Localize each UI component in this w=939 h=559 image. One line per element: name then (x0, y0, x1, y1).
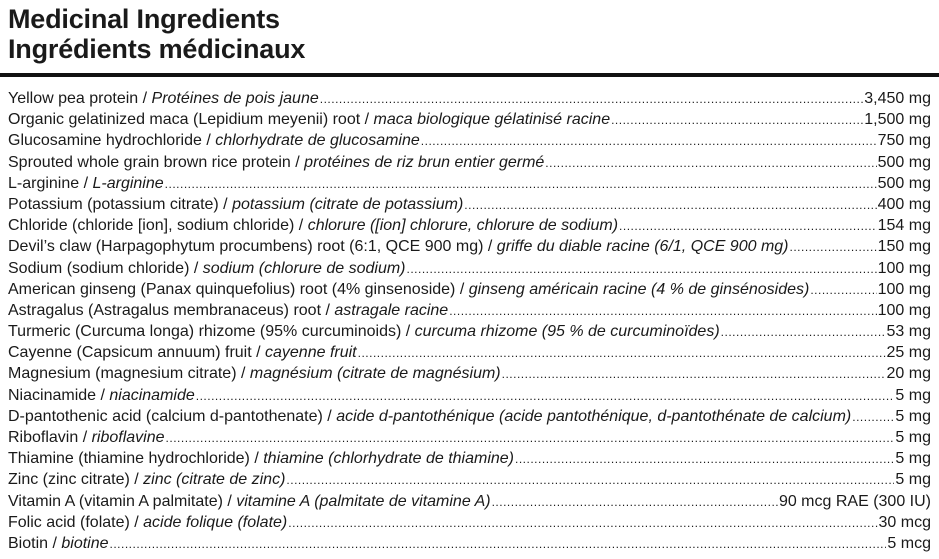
dot-leader (196, 385, 895, 407)
dot-leader (515, 448, 894, 470)
ingredient-name-english: Vitamin A (vitamin A palmitate) / (8, 492, 237, 510)
ingredient-name-french: griffe du diable racine (6/1, QCE 900 mg) (496, 238, 789, 256)
ingredient-name-english: Chloride (chloride [ion], sodium chloride) / (8, 217, 308, 235)
dot-leader (110, 533, 887, 555)
ingredient-row (8, 130, 931, 151)
ingredient-row (8, 321, 931, 342)
ingredient-amount: 20 mg (886, 365, 931, 383)
ingredient-name-french: protéines de riz brun entier germé (304, 153, 545, 171)
ingredient-row (8, 194, 931, 215)
dot-leader (611, 109, 863, 131)
ingredient-name-french: acide folique (folate) (143, 513, 288, 531)
ingredient-name-english: Sprouted whole grain brown rice protein / (8, 153, 305, 171)
ingredient-name (8, 512, 287, 533)
ingredient-amount: 5 mg (895, 429, 931, 446)
ingredient-amount: 100 mg (877, 259, 931, 277)
ingredient-name-english: Folic acid (folate) / (8, 513, 144, 531)
ingredient-name (8, 88, 319, 109)
ingredient-name-french: ginseng américain racine (4 % de ginsénosides) (468, 280, 810, 298)
ingredient-name (8, 279, 809, 300)
ingredient-name-english: Cayenne (Capsicum annuum) fruit / (8, 344, 265, 362)
ingredient-row (8, 152, 931, 173)
ingredient-name-english: Turmeric (Curcuma longa) rhizome (95% curcuminoids) / (8, 323, 415, 341)
ingredient-row (8, 279, 931, 300)
title-english: Medicinal Ingredients (8, 4, 280, 34)
ingredient-name-french: chlorhydrate de glucosamine (215, 132, 420, 150)
ingredient-name-french: potassium (citrate de potassium) (232, 195, 464, 213)
dot-leader (619, 215, 877, 237)
dot-leader (810, 279, 876, 301)
ingredient-name-english: Organic gelatinized maca (Lepidium meyenii) root / (8, 111, 374, 129)
dot-leader (166, 427, 895, 449)
ingredient-amount: 5 mg (895, 450, 931, 468)
ingredient-name-french: curcuma rhizome (95 % de curcuminoïdes) (414, 323, 720, 341)
ingredient-row (8, 173, 931, 194)
header-divider (0, 73, 939, 77)
ingredient-name-english: Thiamine (thiamine hydrochloride) / (8, 450, 264, 468)
ingredient-name-french: zinc (citrate de zinc) (143, 471, 286, 489)
ingredient-name (8, 173, 164, 194)
ingredient-name (8, 194, 463, 215)
ingredient-name-english: Astragalus (Astragalus membranaceus) root / (8, 301, 335, 319)
ingredient-row (8, 363, 931, 384)
ingredient-amount: 5 mg (895, 471, 931, 489)
ingredient-row (8, 88, 931, 109)
ingredient-name-english: Potassium (potassium citrate) / (8, 195, 233, 213)
ingredient-name-english: Sodium (sodium chloride) / (8, 259, 203, 277)
header (8, 4, 305, 64)
ingredient-name (8, 469, 285, 490)
ingredient-amount: 1,500 mg (864, 111, 931, 129)
ingredient-name-french: astragale racine (334, 301, 449, 319)
ingredient-row (8, 300, 931, 321)
ingredient-name (8, 533, 109, 554)
ingredient-name-french: niacinamide (109, 386, 195, 404)
dot-leader (358, 342, 886, 364)
dot-leader (502, 363, 886, 385)
ingredient-name (8, 491, 491, 512)
ingredient-name (8, 258, 406, 279)
ingredient-name-french: vitamine A (palmitate de vitamine A) (236, 492, 491, 510)
ingredient-row (8, 258, 931, 279)
ingredient-name-english: D-pantothenic acid (calcium d-pantothenate) / (8, 407, 337, 425)
ingredient-amount: 154 mg (877, 217, 931, 235)
ingredient-name-english: American ginseng (Panax quinquefolius) root (4% ginsenoside) / (8, 280, 469, 298)
dot-leader (286, 469, 894, 491)
ingredient-name (8, 427, 165, 448)
ingredient-name-french: maca biologique gélatinisé racine (373, 111, 611, 129)
ingredient-row (8, 533, 931, 554)
ingredient-name-french: riboflavine (91, 429, 165, 446)
ingredient-name (8, 109, 610, 130)
title-french: Ingrédients médicinaux (8, 34, 306, 64)
dot-leader (492, 491, 778, 513)
ingredient-name (8, 215, 618, 236)
ingredient-amount: 100 mg (877, 301, 931, 319)
dot-leader (288, 512, 877, 534)
dot-leader (464, 194, 876, 216)
ingredient-name (8, 236, 789, 257)
ingredient-name (8, 321, 720, 342)
ingredient-row (8, 448, 931, 469)
ingredient-name-french: acide d-pantothénique (acide pantothénique, d-pantothénate de calcium) (336, 407, 852, 425)
ingredient-name-english: Riboflavin / (8, 429, 92, 446)
ingredient-name-french: L-arginine (92, 174, 164, 192)
ingredient-amount: 500 mg (877, 153, 931, 171)
dot-leader (721, 321, 886, 343)
ingredient-amount: 3,450 mg (864, 90, 931, 107)
ingredient-amount: 25 mg (886, 344, 931, 362)
dot-leader (407, 258, 877, 280)
ingredient-name (8, 406, 851, 427)
dot-leader (852, 406, 894, 428)
ingredient-amount: 150 mg (877, 238, 931, 256)
dot-leader (545, 152, 876, 174)
ingredient-name-english: Yellow pea protein / (8, 90, 152, 107)
ingredient-name-french: chlorure ([ion] chlorure, chlorure de sodium) (307, 217, 619, 235)
dot-leader (449, 300, 876, 322)
ingredient-name-english: Niacinamide / (8, 386, 110, 404)
ingredient-amount: 5 mcg (887, 534, 931, 552)
ingredient-name-english: Biotin / (8, 534, 62, 552)
ingredient-name (8, 385, 195, 406)
ingredient-name-english: Magnesium (magnesium citrate) / (8, 365, 250, 383)
ingredient-name (8, 448, 514, 469)
ingredient-row (8, 406, 931, 427)
ingredient-row (8, 469, 931, 490)
ingredient-name (8, 152, 544, 173)
ingredient-row (8, 427, 931, 448)
ingredient-name-french: thiamine (chlorhydrate de thiamine) (263, 450, 515, 468)
ingredient-amount: 400 mg (877, 195, 931, 213)
ingredient-name (8, 130, 420, 151)
ingredient-row (8, 342, 931, 363)
ingredient-amount: 30 mcg (878, 513, 931, 531)
ingredient-amount: 750 mg (877, 132, 931, 150)
ingredient-amount: 100 mg (877, 280, 931, 298)
ingredient-name-french: biotine (61, 534, 109, 552)
ingredient-name-french: Protéines de pois jaune (151, 90, 319, 107)
ingredient-name (8, 342, 357, 363)
ingredient-amount: 90 mcg RAE (300 IU) (778, 492, 931, 510)
ingredient-row (8, 385, 931, 406)
dot-leader (320, 88, 864, 110)
ingredient-name-english: Devil’s claw (Harpagophytum procumbens) root (6:1, QCE 900 mg) / (8, 238, 497, 256)
ingredient-amount: 5 mg (895, 386, 931, 404)
ingredient-name (8, 363, 501, 384)
dot-leader (165, 173, 877, 195)
ingredient-row (8, 236, 931, 257)
ingredient-row (8, 109, 931, 130)
dot-leader (421, 130, 877, 152)
ingredient-name-french: sodium (chlorure de sodium) (202, 259, 406, 277)
ingredient-name-french: cayenne fruit (265, 344, 357, 362)
ingredient-name-french: magnésium (citrate de magnésium) (249, 365, 501, 383)
ingredient-amount: 53 mg (886, 323, 931, 341)
dot-leader (790, 236, 877, 258)
ingredient-name (8, 300, 448, 321)
ingredient-row (8, 512, 931, 533)
ingredient-row (8, 491, 931, 512)
ingredient-list (8, 88, 931, 554)
ingredient-row (8, 215, 931, 236)
ingredient-name-english: Zinc (zinc citrate) / (8, 471, 144, 489)
ingredient-amount: 500 mg (877, 174, 931, 192)
ingredient-name-english: L-arginine / (8, 174, 93, 192)
ingredient-amount: 5 mg (895, 407, 931, 425)
ingredient-name-english: Glucosamine hydrochloride / (8, 132, 216, 150)
